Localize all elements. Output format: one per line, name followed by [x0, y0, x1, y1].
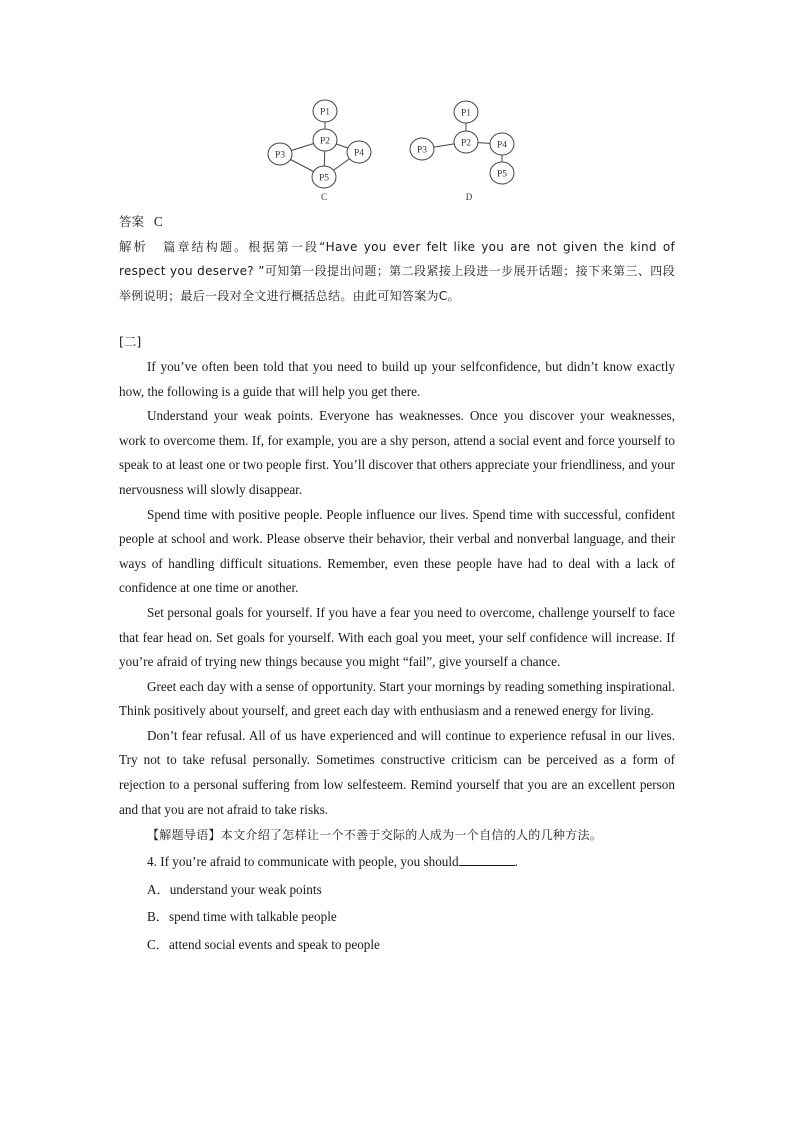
diagram-c-node-p3: P3 — [274, 150, 286, 161]
paragraph-4: Set personal goals for yourself. If you have a fear you need to overcome, challenge yourself to face that fear head on. Set goals for yourself. With each goal you meet, your self confidence will increase. If you’re afraid of trying new things because you might “fail”, give yourself a chance. — [119, 604, 675, 670]
analysis-paragraph — [119, 235, 675, 309]
analysis-text: 篇章结构题。根据第一段“Have you ever felt like you are not given the kind of respect you deserve? ”可知第一段提出问题；第二段紧接上段进一步展开话题；接下来第三、四段举例说明；最后一段对全文进行概括总结。由此可知答案为C。 — [119, 239, 675, 303]
structure-diagrams — [0, 0, 794, 210]
paragraph-1: If you’ve often been told that you need to build up your selfconfidence, but didn’t know exactly how, the following is a guide that will help you get there. — [119, 358, 675, 399]
answer-label: 答案 — [119, 214, 145, 229]
option-b: B．spend time with talkable people — [147, 909, 337, 925]
section-marker: [二] — [119, 334, 142, 350]
question-stem-end: . — [514, 854, 518, 870]
paragraph-5: Greet each day with a sense of opportunity. Start your mornings by reading something inspirational. Think positively about yourself, and greet each day with enthusiasm and a renewed energy for living. — [119, 678, 675, 719]
answer-blank — [459, 853, 515, 866]
diagram-d-node-p1: P1 — [460, 108, 472, 119]
analysis-label: 解析 — [119, 238, 148, 254]
diagram-c-node-p4: P4 — [353, 148, 365, 159]
paragraph-2: Understand your weak points. Everyone has weaknesses. Once you discover your weaknesses, work to overcome them. If, for example, you are a shy person, attend a social event and force yourself to speak to at least one or two people first. You’ll discover that others appreciate your friendliness, and your nervousness will slowly disappear. — [119, 408, 675, 497]
document-body — [119, 210, 675, 958]
diagram-c-node-p1: P1 — [319, 107, 331, 118]
diagram-c-node-p2: P2 — [319, 136, 331, 147]
answer-value: C — [153, 214, 163, 229]
option-c: C．attend social events and speak to people — [147, 937, 380, 953]
answer-line — [119, 210, 675, 235]
paragraph-3: Spend time with positive people. People influence our lives. Spend time with successful, confident people at school and work. Please observe their behavior, their verbal and nonverbal language, and their ways of handling difficult situations. Remember, even these people have had to deal with a lack of confidence at one time or another. — [119, 506, 675, 596]
diagram-d-caption: D — [465, 192, 473, 202]
option-a: A．understand your weak points — [147, 881, 322, 897]
paragraph-6: Don’t fear refusal. All of us have experienced and will continue to experience refusal in our lives. Try not to take refusal personally. Sometimes constructive criticism can be perceived as a form of rejection to a personal suffering from low selfesteem. Remind yourself that you are an excellent person and that you are not afraid to take risks. — [119, 727, 675, 817]
diagram-d-node-p4: P4 — [496, 140, 508, 151]
diagram-d-node-p3: P3 — [416, 145, 428, 156]
diagram-d-node-p5: P5 — [496, 169, 508, 180]
question-stem-text: 4. If you’re afraid to communicate with people, you should — [147, 854, 459, 870]
diagram-c-node-p5: P5 — [318, 173, 330, 184]
question-stem — [119, 850, 675, 875]
guide-note: 【解题导语】本文介绍了怎样让一个不善于交际的人成为一个自信的人的几种方法。 — [147, 828, 603, 843]
diagram-c-caption: C — [320, 192, 328, 202]
diagram-d-node-p2: P2 — [460, 138, 472, 149]
